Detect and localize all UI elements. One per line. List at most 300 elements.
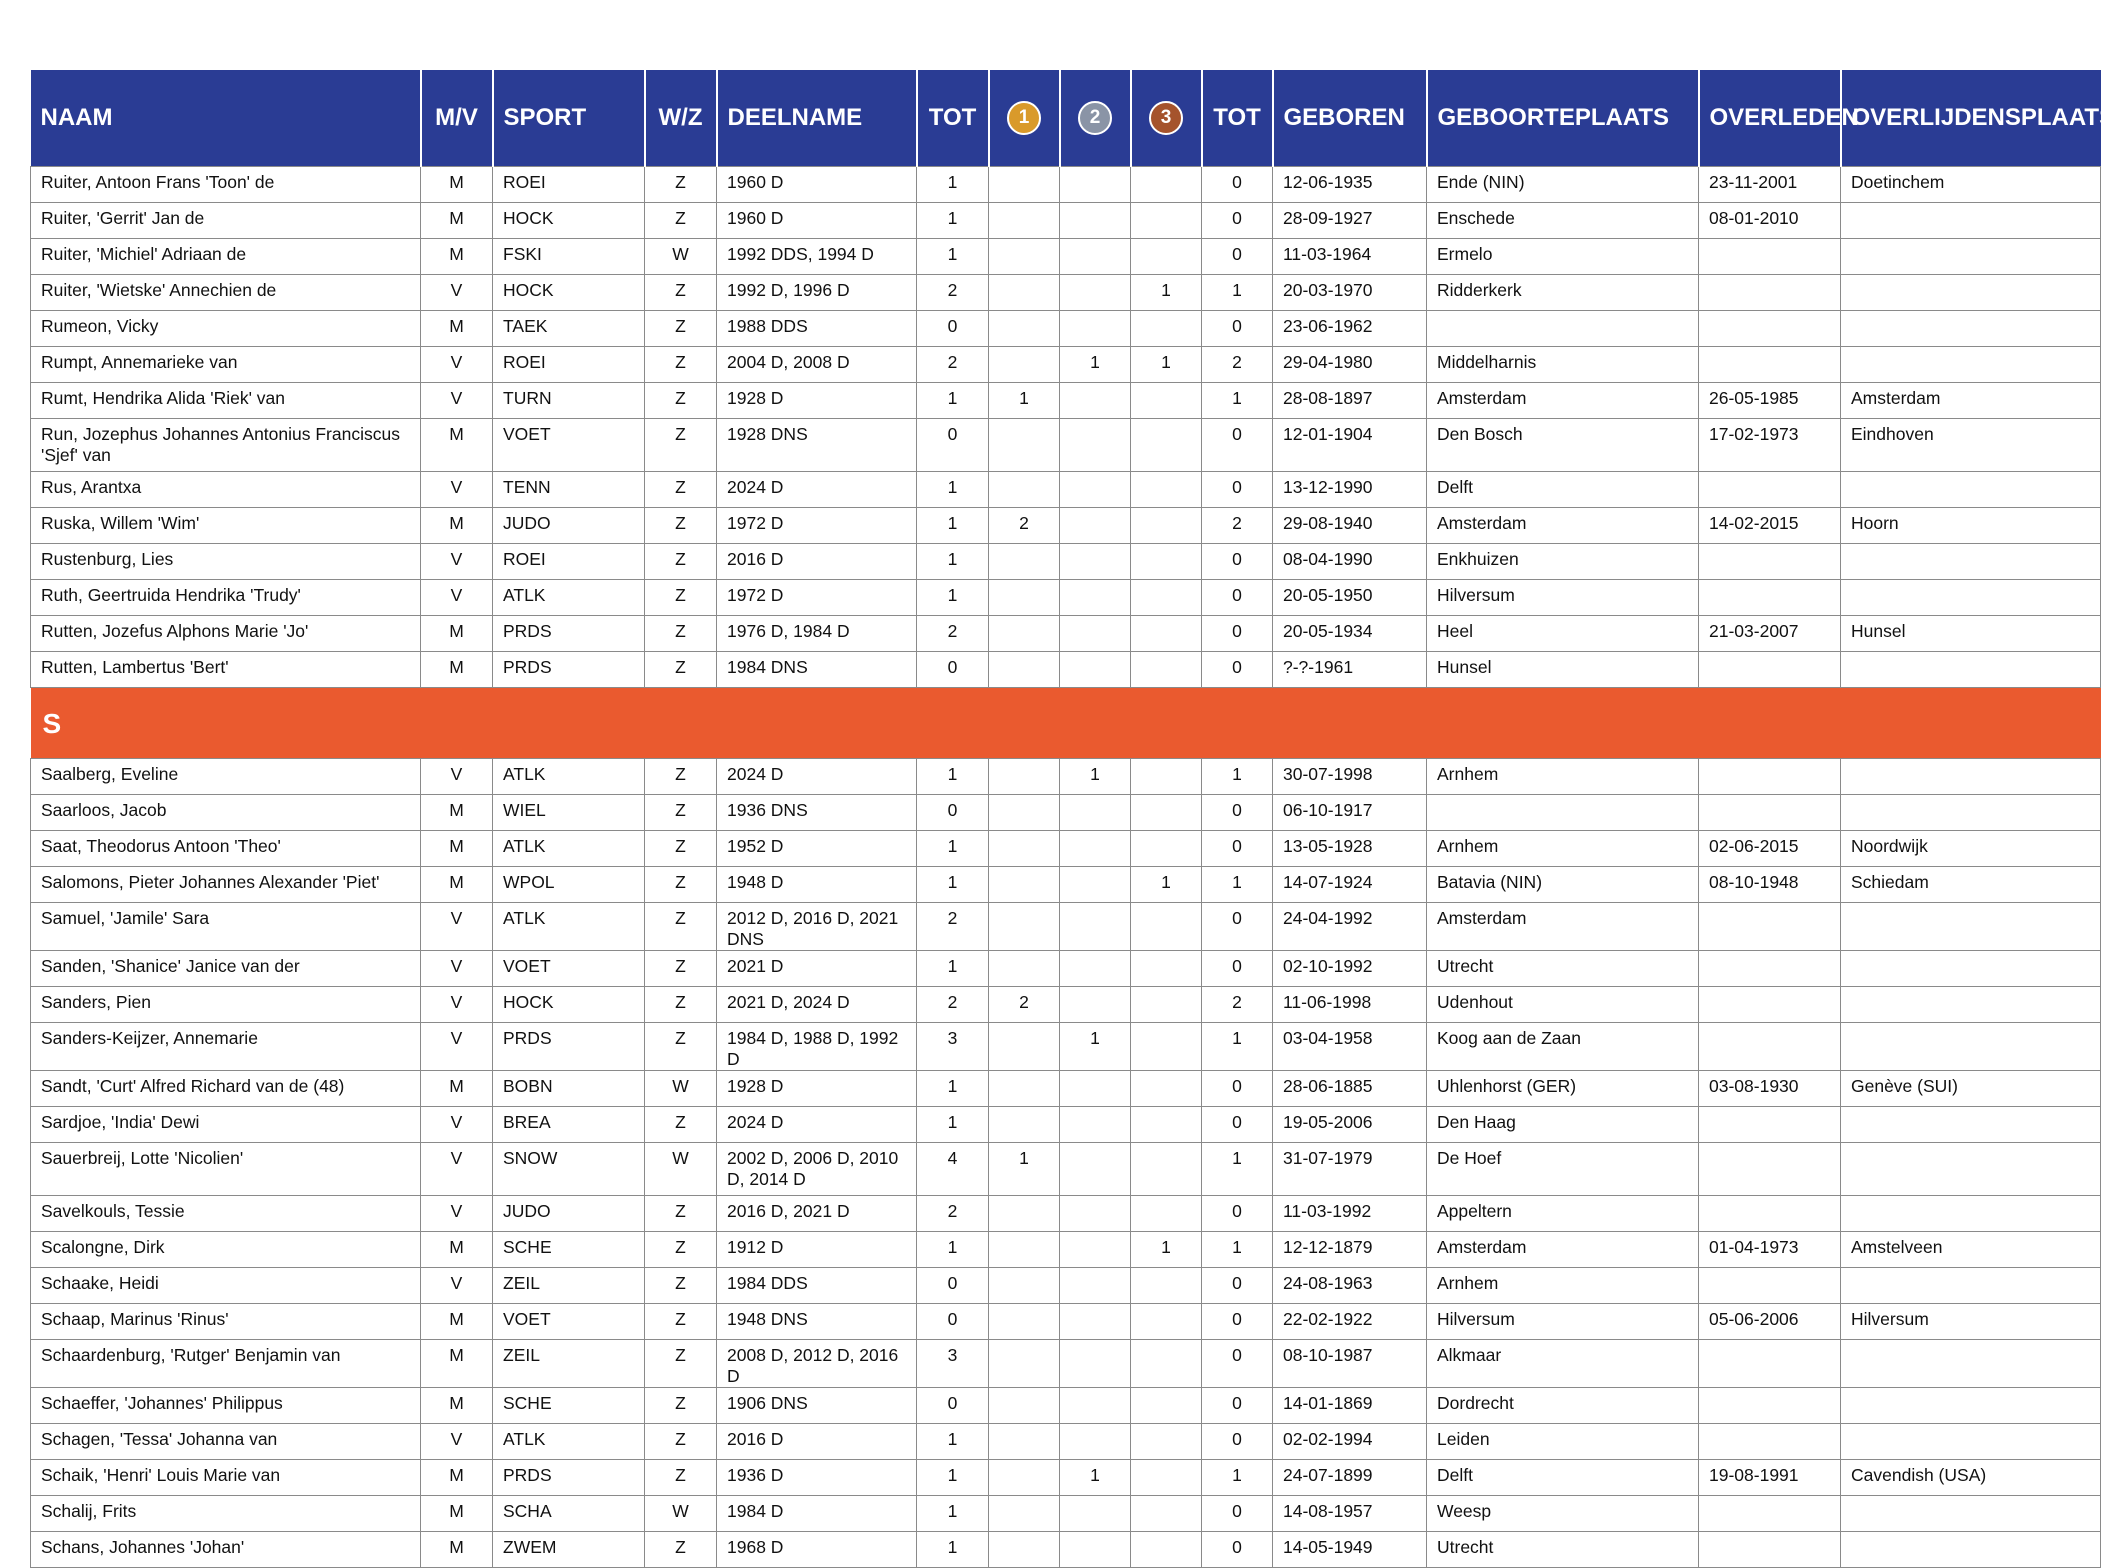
cell-geboorteplaats: Weesp	[1427, 1496, 1699, 1532]
cell-geboren: 12-01-1904	[1273, 419, 1427, 472]
olympians-table	[30, 70, 2116, 1568]
cell-overlijdensplaats	[1841, 311, 2101, 347]
cell-overlijdensplaats	[1841, 1424, 2101, 1460]
cell-silver	[1060, 1532, 1131, 1568]
cell-tot2: 0	[1202, 831, 1273, 867]
cell-naam: Schans, Johannes 'Johan'	[31, 1532, 421, 1568]
cell-deelname: 1992 DDS, 1994 D	[717, 239, 917, 275]
table-row	[31, 383, 2101, 419]
cell-silver	[1060, 987, 1131, 1023]
cell-geboorteplaats: Ridderkerk	[1427, 275, 1699, 311]
table-row	[31, 544, 2101, 580]
cell-overlijdensplaats	[1841, 1532, 2101, 1568]
cell-wz: Z	[645, 472, 717, 508]
cell-gold	[989, 795, 1060, 831]
cell-gold	[989, 1340, 1060, 1388]
cell-tot2: 0	[1202, 903, 1273, 951]
cell-overlijdensplaats	[1841, 1340, 2101, 1388]
cell-gold	[989, 831, 1060, 867]
cell-tot1: 1	[917, 1071, 989, 1107]
cell-deelname: 1984 DNS	[717, 652, 917, 688]
cell-overlijdensplaats: Hoorn	[1841, 508, 2101, 544]
cell-tot1: 1	[917, 951, 989, 987]
table-row	[31, 419, 2101, 472]
cell-mv: V	[421, 1107, 493, 1143]
cell-wz: Z	[645, 867, 717, 903]
cell-overlijdensplaats	[1841, 1023, 2101, 1071]
cell-silver	[1060, 1304, 1131, 1340]
cell-naam: Schaardenburg, 'Rutger' Benjamin van	[31, 1340, 421, 1388]
cell-sport: ATLK	[493, 759, 645, 795]
cell-tot2: 0	[1202, 1532, 1273, 1568]
cell-overleden	[1699, 1424, 1841, 1460]
cell-geboren: 23-06-1962	[1273, 311, 1427, 347]
cell-overleden: 19-08-1991	[1699, 1460, 1841, 1496]
cell-mv: V	[421, 1268, 493, 1304]
table-row	[31, 903, 2101, 951]
cell-deelname: 1936 DNS	[717, 795, 917, 831]
cell-silver	[1060, 239, 1131, 275]
cell-sport: JUDO	[493, 508, 645, 544]
cell-sport: ZEIL	[493, 1268, 645, 1304]
cell-overleden	[1699, 1107, 1841, 1143]
cell-bronze	[1131, 1304, 1202, 1340]
cell-naam: Run, Jozephus Johannes Antonius Franciscus 'Sjef' van	[31, 419, 421, 472]
cell-deelname: 1984 D	[717, 1496, 917, 1532]
cell-overleden: 26-05-1985	[1699, 383, 1841, 419]
cell-mv: V	[421, 759, 493, 795]
table-row	[31, 951, 2101, 987]
cell-mv: M	[421, 1460, 493, 1496]
cell-tot1: 1	[917, 867, 989, 903]
cell-mv: M	[421, 167, 493, 203]
table-row	[31, 580, 2101, 616]
table-row	[31, 167, 2101, 203]
cell-naam: Schaap, Marinus 'Rinus'	[31, 1304, 421, 1340]
cell-gold	[989, 1071, 1060, 1107]
cell-bronze	[1131, 167, 1202, 203]
cell-naam: Salomons, Pieter Johannes Alexander 'Piet'	[31, 867, 421, 903]
section-divider	[31, 688, 2101, 759]
cell-silver	[1060, 1496, 1131, 1532]
cell-geboren: 30-07-1998	[1273, 759, 1427, 795]
cell-sport: ATLK	[493, 903, 645, 951]
cell-tot1: 3	[917, 1340, 989, 1388]
col-header-naam: NAAM	[31, 70, 421, 167]
table-row	[31, 867, 2101, 903]
cell-overlijdensplaats	[1841, 1388, 2101, 1424]
table-row	[31, 508, 2101, 544]
cell-mv: M	[421, 652, 493, 688]
cell-overleden	[1699, 1268, 1841, 1304]
cell-deelname: 2008 D, 2012 D, 2016 D	[717, 1340, 917, 1388]
cell-tot1: 1	[917, 544, 989, 580]
cell-wz: Z	[645, 1424, 717, 1460]
cell-silver	[1060, 383, 1131, 419]
cell-bronze	[1131, 203, 1202, 239]
cell-tot1: 1	[917, 1424, 989, 1460]
cell-overleden: 08-10-1948	[1699, 867, 1841, 903]
cell-silver: 1	[1060, 347, 1131, 383]
cell-wz: Z	[645, 1268, 717, 1304]
cell-naam: Rumt, Hendrika Alida 'Riek' van	[31, 383, 421, 419]
cell-bronze	[1131, 1196, 1202, 1232]
cell-geboren: 11-03-1992	[1273, 1196, 1427, 1232]
cell-geboren: 22-02-1922	[1273, 1304, 1427, 1340]
cell-geboren: 14-01-1869	[1273, 1388, 1427, 1424]
cell-tot2: 0	[1202, 616, 1273, 652]
cell-bronze	[1131, 951, 1202, 987]
cell-geboorteplaats: Koog aan de Zaan	[1427, 1023, 1699, 1071]
cell-naam: Sanden, 'Shanice' Janice van der	[31, 951, 421, 987]
cell-overleden	[1699, 1196, 1841, 1232]
cell-sport: VOET	[493, 419, 645, 472]
cell-gold	[989, 167, 1060, 203]
cell-geboren: 28-06-1885	[1273, 1071, 1427, 1107]
cell-gold	[989, 652, 1060, 688]
cell-naam: Rumpt, Annemarieke van	[31, 347, 421, 383]
cell-deelname: 1928 DNS	[717, 419, 917, 472]
cell-tot2: 1	[1202, 759, 1273, 795]
cell-tot2: 0	[1202, 167, 1273, 203]
cell-geboren: 08-10-1987	[1273, 1340, 1427, 1388]
cell-mv: V	[421, 472, 493, 508]
cell-mv: V	[421, 951, 493, 987]
cell-wz: Z	[645, 419, 717, 472]
cell-deelname: 1912 D	[717, 1232, 917, 1268]
cell-geboren: 19-05-2006	[1273, 1107, 1427, 1143]
col-header-wz: W/Z	[645, 70, 717, 167]
cell-geboorteplaats: Hilversum	[1427, 580, 1699, 616]
cell-gold	[989, 1496, 1060, 1532]
cell-overlijdensplaats: Noordwijk	[1841, 831, 2101, 867]
cell-wz: Z	[645, 580, 717, 616]
cell-tot2: 1	[1202, 383, 1273, 419]
cell-tot1: 0	[917, 1304, 989, 1340]
cell-overlijdensplaats	[1841, 203, 2101, 239]
cell-deelname: 1984 D, 1988 D, 1992 D	[717, 1023, 917, 1071]
cell-silver	[1060, 1071, 1131, 1107]
cell-geboorteplaats: Utrecht	[1427, 951, 1699, 987]
cell-wz: Z	[645, 759, 717, 795]
cell-geboren: 02-10-1992	[1273, 951, 1427, 987]
table-row	[31, 1304, 2101, 1340]
cell-sport: TAEK	[493, 311, 645, 347]
cell-overlijdensplaats	[1841, 544, 2101, 580]
cell-sport: ATLK	[493, 580, 645, 616]
cell-tot2: 0	[1202, 239, 1273, 275]
cell-wz: Z	[645, 951, 717, 987]
cell-geboorteplaats: Arnhem	[1427, 831, 1699, 867]
cell-tot2: 0	[1202, 419, 1273, 472]
cell-sport: ATLK	[493, 831, 645, 867]
cell-sport: PRDS	[493, 616, 645, 652]
cell-wz: Z	[645, 831, 717, 867]
cell-sport: VOET	[493, 1304, 645, 1340]
cell-overlijdensplaats	[1841, 1496, 2101, 1532]
cell-overlijdensplaats	[1841, 1268, 2101, 1304]
cell-deelname: 2024 D	[717, 472, 917, 508]
cell-tot2: 0	[1202, 472, 1273, 508]
cell-mv: M	[421, 867, 493, 903]
cell-bronze	[1131, 1268, 1202, 1304]
cell-tot2: 0	[1202, 1424, 1273, 1460]
cell-naam: Scalongne, Dirk	[31, 1232, 421, 1268]
cell-bronze	[1131, 987, 1202, 1023]
col-header-silver	[1060, 70, 1131, 167]
cell-naam: Ruth, Geertruida Hendrika 'Trudy'	[31, 580, 421, 616]
cell-deelname: 1984 DDS	[717, 1268, 917, 1304]
table-row	[31, 652, 2101, 688]
cell-overlijdensplaats: Amsterdam	[1841, 383, 2101, 419]
cell-deelname: 2016 D	[717, 544, 917, 580]
cell-tot1: 1	[917, 1107, 989, 1143]
cell-geboorteplaats: Amsterdam	[1427, 508, 1699, 544]
cell-geboorteplaats: Hunsel	[1427, 652, 1699, 688]
cell-tot1: 1	[917, 472, 989, 508]
cell-bronze	[1131, 1143, 1202, 1196]
cell-wz: Z	[645, 1023, 717, 1071]
cell-deelname: 2024 D	[717, 759, 917, 795]
cell-geboorteplaats	[1427, 311, 1699, 347]
cell-silver	[1060, 1232, 1131, 1268]
cell-naam: Sandt, 'Curt' Alfred Richard van de (48)	[31, 1071, 421, 1107]
cell-geboorteplaats: Den Haag	[1427, 1107, 1699, 1143]
cell-overleden	[1699, 1143, 1841, 1196]
cell-overleden	[1699, 903, 1841, 951]
cell-gold	[989, 1388, 1060, 1424]
cell-tot2: 0	[1202, 1071, 1273, 1107]
cell-geboren: 24-08-1963	[1273, 1268, 1427, 1304]
cell-gold	[989, 1460, 1060, 1496]
cell-sport: BREA	[493, 1107, 645, 1143]
cell-silver	[1060, 616, 1131, 652]
cell-overleden: 05-06-2006	[1699, 1304, 1841, 1340]
cell-tot2: 0	[1202, 203, 1273, 239]
cell-naam: Ruska, Willem 'Wim'	[31, 508, 421, 544]
cell-tot1: 1	[917, 1532, 989, 1568]
rows-s	[31, 759, 2101, 1568]
cell-tot1: 1	[917, 1232, 989, 1268]
cell-naam: Savelkouls, Tessie	[31, 1196, 421, 1232]
cell-gold	[989, 580, 1060, 616]
cell-geboren: 11-06-1998	[1273, 987, 1427, 1023]
cell-geboorteplaats: Appeltern	[1427, 1196, 1699, 1232]
cell-tot2: 0	[1202, 311, 1273, 347]
cell-geboren: 20-05-1934	[1273, 616, 1427, 652]
cell-overleden: 03-08-1930	[1699, 1071, 1841, 1107]
cell-silver	[1060, 831, 1131, 867]
cell-wz: W	[645, 1071, 717, 1107]
cell-bronze: 1	[1131, 867, 1202, 903]
cell-bronze	[1131, 1532, 1202, 1568]
cell-silver: 1	[1060, 759, 1131, 795]
cell-naam: Schaeffer, 'Johannes' Philippus	[31, 1388, 421, 1424]
cell-wz: W	[645, 239, 717, 275]
table-row	[31, 203, 2101, 239]
col-header-geboren: GEBOREN	[1273, 70, 1427, 167]
table-row	[31, 1023, 2101, 1071]
cell-naam: Schalij, Frits	[31, 1496, 421, 1532]
cell-geboren: 20-05-1950	[1273, 580, 1427, 616]
cell-geboren: 24-04-1992	[1273, 903, 1427, 951]
cell-mv: V	[421, 1424, 493, 1460]
cell-tot1: 1	[917, 383, 989, 419]
cell-overleden: 08-01-2010	[1699, 203, 1841, 239]
cell-silver	[1060, 951, 1131, 987]
cell-wz: Z	[645, 903, 717, 951]
cell-silver	[1060, 544, 1131, 580]
cell-tot1: 4	[917, 1143, 989, 1196]
cell-tot1: 2	[917, 903, 989, 951]
cell-deelname: 2021 D	[717, 951, 917, 987]
cell-tot1: 2	[917, 347, 989, 383]
cell-sport: BOBN	[493, 1071, 645, 1107]
cell-tot2: 0	[1202, 1496, 1273, 1532]
cell-bronze	[1131, 759, 1202, 795]
cell-geboren: 29-08-1940	[1273, 508, 1427, 544]
cell-mv: M	[421, 1232, 493, 1268]
cell-overleden: 01-04-1973	[1699, 1232, 1841, 1268]
cell-tot2: 1	[1202, 1460, 1273, 1496]
cell-overlijdensplaats	[1841, 987, 2101, 1023]
cell-naam: Ruiter, 'Wietske' Annechien de	[31, 275, 421, 311]
cell-gold: 2	[989, 508, 1060, 544]
cell-sport: WPOL	[493, 867, 645, 903]
cell-overleden	[1699, 1388, 1841, 1424]
cell-overleden	[1699, 239, 1841, 275]
cell-geboorteplaats: De Hoef	[1427, 1143, 1699, 1196]
cell-overlijdensplaats	[1841, 275, 2101, 311]
cell-geboren: 14-07-1924	[1273, 867, 1427, 903]
cell-naam: Ruiter, Antoon Frans 'Toon' de	[31, 167, 421, 203]
cell-bronze	[1131, 544, 1202, 580]
cell-tot1: 1	[917, 239, 989, 275]
cell-silver: 1	[1060, 1460, 1131, 1496]
cell-tot2: 0	[1202, 795, 1273, 831]
cell-tot1: 1	[917, 167, 989, 203]
cell-geboorteplaats: Amsterdam	[1427, 383, 1699, 419]
section-letter: S	[31, 688, 2101, 759]
cell-sport: FSKI	[493, 239, 645, 275]
cell-overlijdensplaats	[1841, 472, 2101, 508]
col-header-deelname: DEELNAME	[717, 70, 917, 167]
cell-deelname: 2016 D	[717, 1424, 917, 1460]
cell-sport: ZWEM	[493, 1532, 645, 1568]
cell-gold	[989, 867, 1060, 903]
cell-geboorteplaats: Arnhem	[1427, 759, 1699, 795]
table-header	[31, 70, 2116, 167]
cell-overleden	[1699, 951, 1841, 987]
cell-tot2: 0	[1202, 1268, 1273, 1304]
cell-deelname: 1948 D	[717, 867, 917, 903]
cell-tot2: 0	[1202, 951, 1273, 987]
cell-wz: Z	[645, 1532, 717, 1568]
cell-deelname: 1972 D	[717, 580, 917, 616]
cell-sport: PRDS	[493, 652, 645, 688]
cell-naam: Saat, Theodorus Antoon 'Theo'	[31, 831, 421, 867]
cell-naam: Rutten, Lambertus 'Bert'	[31, 652, 421, 688]
cell-silver	[1060, 419, 1131, 472]
cell-sport: TENN	[493, 472, 645, 508]
cell-sport: ROEI	[493, 347, 645, 383]
cell-tot2: 0	[1202, 1340, 1273, 1388]
cell-bronze	[1131, 1340, 1202, 1388]
cell-naam: Sauerbreij, Lotte 'Nicolien'	[31, 1143, 421, 1196]
cell-gold	[989, 759, 1060, 795]
table-row	[31, 1143, 2101, 1196]
cell-bronze	[1131, 616, 1202, 652]
col-header-mv: M/V	[421, 70, 493, 167]
cell-bronze	[1131, 239, 1202, 275]
cell-wz: Z	[645, 311, 717, 347]
cell-sport: HOCK	[493, 275, 645, 311]
cell-bronze	[1131, 1460, 1202, 1496]
cell-geboorteplaats: Den Bosch	[1427, 419, 1699, 472]
cell-overleden: 02-06-2015	[1699, 831, 1841, 867]
cell-mv: V	[421, 544, 493, 580]
cell-wz: Z	[645, 795, 717, 831]
cell-gold	[989, 347, 1060, 383]
cell-overleden	[1699, 795, 1841, 831]
cell-overlijdensplaats	[1841, 1107, 2101, 1143]
cell-tot1: 2	[917, 275, 989, 311]
cell-gold	[989, 951, 1060, 987]
cell-silver	[1060, 1388, 1131, 1424]
cell-tot1: 2	[917, 616, 989, 652]
cell-wz: Z	[645, 544, 717, 580]
cell-tot2: 1	[1202, 275, 1273, 311]
cell-tot2: 0	[1202, 1304, 1273, 1340]
cell-silver	[1060, 1107, 1131, 1143]
cell-geboorteplaats: Enschede	[1427, 203, 1699, 239]
cell-geboorteplaats: Alkmaar	[1427, 1340, 1699, 1388]
cell-mv: M	[421, 1532, 493, 1568]
table-row	[31, 1532, 2101, 1568]
cell-geboorteplaats: Heel	[1427, 616, 1699, 652]
cell-sport: SCHE	[493, 1388, 645, 1424]
cell-wz: Z	[645, 1196, 717, 1232]
table-row	[31, 1232, 2101, 1268]
bronze-medal-icon: 3	[1149, 101, 1183, 135]
cell-wz: Z	[645, 1232, 717, 1268]
cell-overlijdensplaats: Genève (SUI)	[1841, 1071, 2101, 1107]
cell-tot1: 1	[917, 580, 989, 616]
cell-mv: V	[421, 580, 493, 616]
cell-sport: JUDO	[493, 1196, 645, 1232]
col-header-tot-medals: TOT	[1202, 70, 1273, 167]
cell-wz: W	[645, 1496, 717, 1532]
cell-deelname: 1968 D	[717, 1532, 917, 1568]
cell-mv: M	[421, 1496, 493, 1532]
cell-silver	[1060, 903, 1131, 951]
table-row	[31, 987, 2101, 1023]
cell-overleden	[1699, 987, 1841, 1023]
cell-bronze	[1131, 903, 1202, 951]
table-row	[31, 1496, 2101, 1532]
cell-geboorteplaats: Utrecht	[1427, 1532, 1699, 1568]
cell-mv: M	[421, 1071, 493, 1107]
cell-overlijdensplaats	[1841, 652, 2101, 688]
cell-tot1: 0	[917, 311, 989, 347]
cell-silver	[1060, 795, 1131, 831]
cell-naam: Sardjoe, 'India' Dewi	[31, 1107, 421, 1143]
cell-deelname: 1992 D, 1996 D	[717, 275, 917, 311]
cell-deelname: 1972 D	[717, 508, 917, 544]
cell-mv: V	[421, 275, 493, 311]
cell-sport: SCHA	[493, 1496, 645, 1532]
cell-tot2: 2	[1202, 508, 1273, 544]
